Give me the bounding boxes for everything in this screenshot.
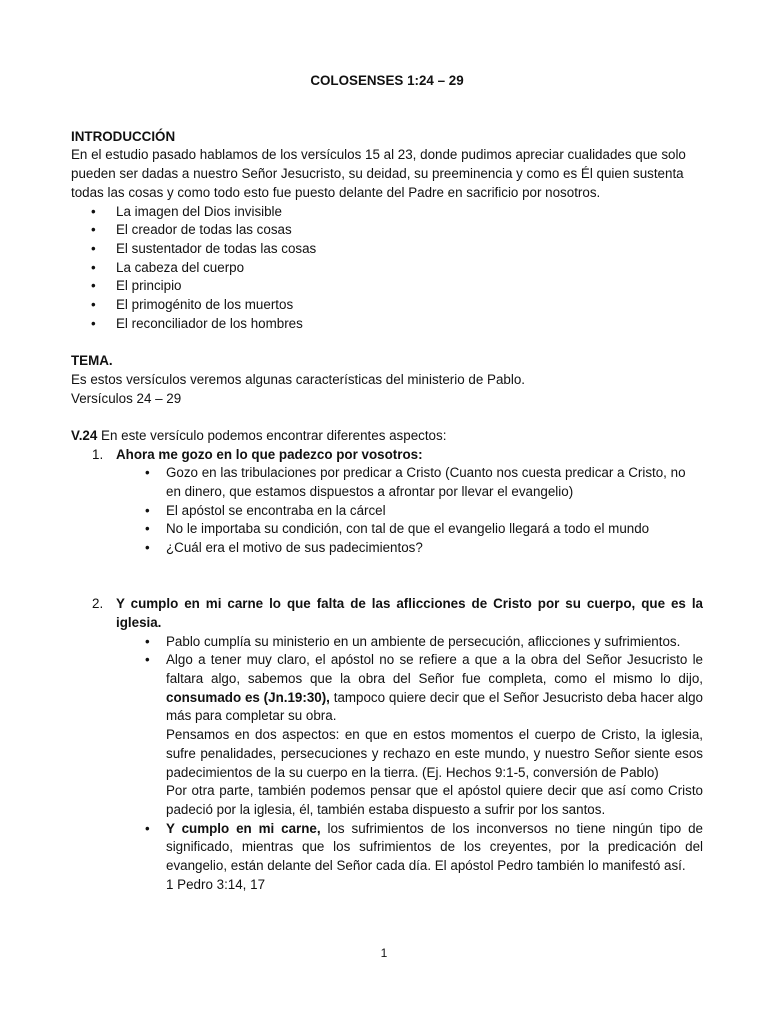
- bible-reference: 1 Pedro 3:14, 17: [166, 876, 266, 892]
- document-title: COLOSENSES 1:24 – 29: [310, 73, 464, 88]
- list-item: • El apóstol se encontraba en la cárcel: [71, 502, 703, 521]
- item-bullet-list: [116, 464, 703, 558]
- list-item: • El primogénito de los muertos: [71, 296, 703, 315]
- list-item: • ¿Cuál era el motivo de sus padecimientos?: [71, 539, 703, 558]
- list-item: • El principio: [71, 277, 703, 296]
- document-body: [71, 72, 703, 894]
- text-span: tampoco quiere decir que el Señor Jesucristo deba hacer algo más para completar su obra.: [166, 689, 704, 724]
- intro-bullet-list: [71, 203, 703, 334]
- intro-heading: INTRODUCCIÓN: [71, 128, 176, 144]
- list-item: • La cabeza del cuerpo: [71, 259, 703, 278]
- tema-line: Es estos versículos veremos algunas características del ministerio de Pablo.: [71, 371, 525, 387]
- numbered-item-1: [71, 446, 703, 577]
- list-item: [71, 820, 703, 895]
- list-item: • El reconciliador de los hombres: [71, 315, 703, 334]
- item-heading: Y cumplo en mi carne lo que falta de las aflicciones de Cristo por su cuerpo, que es la iglesia.: [116, 596, 703, 630]
- item-bullet-list: [116, 633, 703, 895]
- list-item: • El sustentador de todas las cosas: [71, 240, 703, 259]
- list-item: [71, 651, 703, 819]
- intro-paragraph: En el estudio pasado hablamos de los versículos 15 al 23, donde pudimos apreciar cualidades que solo pueden ser dadas a nuestro Señor Jesucristo, su deidad, su preeminencia y como es Él quien sustenta todas las cosas y como todo esto fue puesto delante del Padre en sacrificio por nosotros.: [71, 147, 686, 200]
- list-item: • Pablo cumplía su ministerio en un ambiente de persecución, aflicciones y sufrimientos.: [71, 633, 703, 652]
- list-item: • El creador de todas las cosas: [71, 221, 703, 240]
- item-number: 2.: [92, 596, 104, 612]
- page-number: 1: [380, 946, 388, 960]
- tema-heading: TEMA.: [71, 353, 113, 369]
- v24-numbered-list: [71, 446, 703, 895]
- list-item: • La imagen del Dios invisible: [71, 203, 703, 222]
- tema-verses: Versículos 24 – 29: [71, 390, 182, 406]
- list-item: • Gozo en las tribulaciones por predicar a Cristo (Cuanto nos cuesta predicar a Cristo, no en dinero, que estamos dispuestos a afrontar por llevar el evangelio): [71, 464, 703, 501]
- bullet-paragraph: Pensamos en dos aspectos: en que en estos momentos el cuerpo de Cristo, la iglesia, sufre penalidades, persecuciones y rechazo en este mundo, y nuestro Señor siente esos padecimientos de la su cuerpo en la tierra. (Ej. Hechos 9:1-5, conversión de Pablo): [166, 727, 703, 780]
- item-heading: Ahora me gozo en lo que padezco por vosotros:: [116, 446, 423, 462]
- item-number: 1.: [92, 446, 104, 462]
- text-span: Algo a tener muy claro, el apóstol no se refiere a que a la obra del Señor Jesucristo le faltara algo, sabemos que la obra del Señor fue completa, como el mismo lo dijo,: [166, 652, 703, 687]
- bold-reference: consumado es (Jn.19:30),: [166, 689, 330, 705]
- numbered-item-2: [71, 595, 703, 894]
- v24-intro: [71, 427, 703, 446]
- list-item: • No le importaba su condición, con tal de que el evangelio llegará a todo el mundo: [71, 520, 703, 539]
- v24-text: En este versículo podemos encontrar diferentes aspectos:: [97, 427, 447, 443]
- text-span: los sufrimientos de los inconversos no tiene ningún tipo de significado, mientras que los sufrimientos de los creyentes, por la predicación del evangelio, están delante del Señor cada día. El apóstol Pedro también lo manifestó así.: [166, 820, 703, 874]
- v24-label: V.24: [71, 427, 98, 443]
- bullet-paragraph: Por otra parte, también podemos pensar que el apóstol quiere decir que así como Cristo padeció por la iglesia, él, también estaba dispuesto a sufrir por los santos.: [166, 783, 703, 817]
- bold-phrase: Y cumplo en mi carne,: [166, 820, 321, 836]
